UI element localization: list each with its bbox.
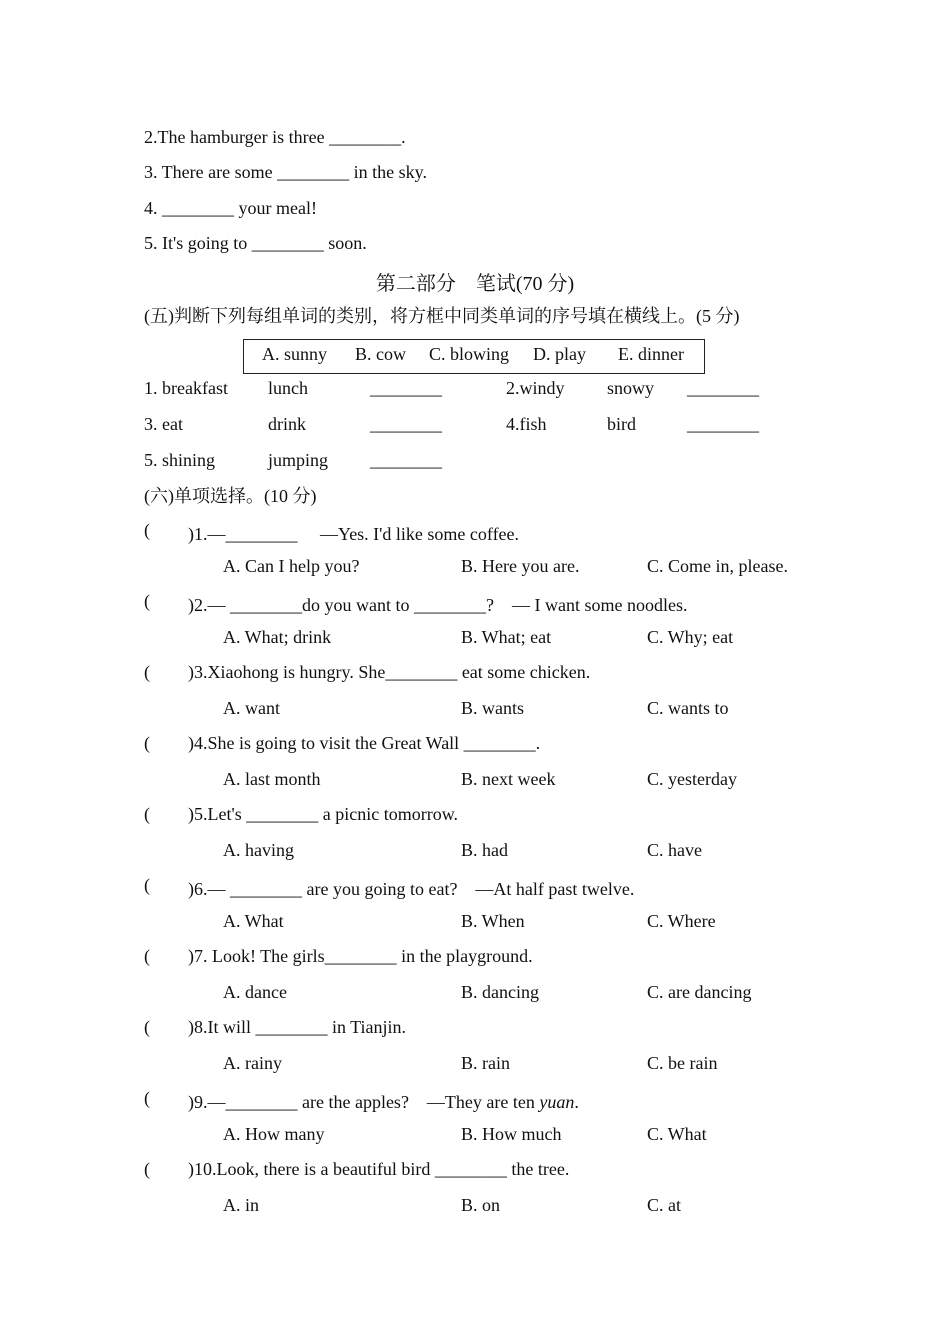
answer-blank[interactable]: ________ xyxy=(370,450,442,470)
option-b: B. Here you are. xyxy=(461,556,580,576)
option-a: A. What xyxy=(223,911,284,931)
answer-blank[interactable]: ________ xyxy=(687,414,759,434)
option-b: B. What; eat xyxy=(461,627,552,647)
word-box-option: A. sunny xyxy=(262,344,328,364)
option-c: C. yesterday xyxy=(647,769,737,789)
answer-paren[interactable]: ( xyxy=(144,946,150,966)
word-box-option: D. play xyxy=(533,344,586,364)
option-b: B. How much xyxy=(461,1124,562,1144)
word-4: 4.fish xyxy=(506,414,547,434)
option-b: B. rain xyxy=(461,1053,510,1073)
option-c: C. are dancing xyxy=(647,982,752,1002)
word-box xyxy=(243,339,705,374)
option-c: C. at xyxy=(647,1195,681,1215)
part-title: 第二部分 笔试(70 分) xyxy=(375,273,575,295)
word-box-option: B. cow xyxy=(355,344,406,364)
option-a: A. How many xyxy=(223,1124,325,1144)
answer-paren[interactable]: ( xyxy=(144,520,150,540)
answer-paren[interactable]: ( xyxy=(144,1159,150,1179)
question-2: )2.— ________do you want to ________? — I want some noodles. xyxy=(188,595,688,615)
option-a: A. having xyxy=(223,840,294,860)
word-box-option: E. dinner xyxy=(618,344,684,364)
question-3: )3.Xiaohong is hungry. She________ eat some chicken. xyxy=(188,662,591,682)
option-b: B. had xyxy=(461,840,508,860)
word-1b: lunch xyxy=(268,378,308,398)
option-a: A. last month xyxy=(223,769,321,789)
option-c: C. Come in, please. xyxy=(647,556,788,576)
option-c: C. Where xyxy=(647,911,716,931)
option-a: A. dance xyxy=(223,982,287,1002)
answer-blank[interactable]: ________ xyxy=(370,378,442,398)
word-2b: snowy xyxy=(607,378,655,398)
answer-paren[interactable]: ( xyxy=(144,804,150,824)
option-c: C. be rain xyxy=(647,1053,718,1073)
option-b: B. wants xyxy=(461,698,524,718)
question-1: )1.—________ —Yes. I'd like some coffee. xyxy=(188,524,520,544)
section6-instruction: (六)单项选择。(10 分) xyxy=(144,486,317,506)
option-a: A. Can I help you? xyxy=(223,556,360,576)
answer-paren[interactable]: ( xyxy=(144,591,150,611)
answer-paren[interactable]: ( xyxy=(144,733,150,753)
option-c: C. Why; eat xyxy=(647,627,734,647)
listening-item-5: 5. It's going to ________ soon. xyxy=(144,233,367,253)
answer-paren[interactable]: ( xyxy=(144,1017,150,1037)
option-c: C. wants to xyxy=(647,698,729,718)
word-box-option: C. blowing xyxy=(429,344,510,364)
answer-blank[interactable]: ________ xyxy=(370,414,442,434)
option-c: C. What xyxy=(647,1124,707,1144)
question-10: )10.Look, there is a beautiful bird ________ the tree. xyxy=(188,1159,570,1179)
listening-item-3: 3. There are some ________ in the sky. xyxy=(144,162,427,182)
question-8: )8.It will ________ in Tianjin. xyxy=(188,1017,407,1037)
question-4: )4.She is going to visit the Great Wall ________. xyxy=(188,733,541,753)
listening-item-4: 4. ________ your meal! xyxy=(144,198,317,218)
answer-paren[interactable]: ( xyxy=(144,1088,150,1108)
word-4b: bird xyxy=(607,414,636,434)
word-3: 3. eat xyxy=(144,414,183,434)
word-5: 5. shining xyxy=(144,450,216,470)
question-9-text: )9.—________ are the apples? —They are ten xyxy=(188,1092,540,1112)
option-a: A. in xyxy=(223,1195,259,1215)
question-6: )6.— ________ are you going to eat? —At half past twelve. xyxy=(188,879,635,899)
word-1: 1. breakfast xyxy=(144,378,228,398)
answer-paren[interactable]: ( xyxy=(144,875,150,895)
option-a: A. rainy xyxy=(223,1053,282,1073)
option-c: C. have xyxy=(647,840,702,860)
word-2: 2.windy xyxy=(506,378,565,398)
word-5b: jumping xyxy=(268,450,329,470)
option-b: B. When xyxy=(461,911,525,931)
listening-item-2: 2.The hamburger is three ________. xyxy=(144,127,406,147)
word-3b: drink xyxy=(268,414,306,434)
question-7: )7. Look! The girls________ in the playground. xyxy=(188,946,533,966)
answer-paren[interactable]: ( xyxy=(144,662,150,682)
question-9-italic: yuan xyxy=(539,1092,575,1112)
option-b: B. next week xyxy=(461,769,556,789)
option-b: B. on xyxy=(461,1195,501,1215)
question-9 xyxy=(188,1088,579,1114)
question-9-end: . xyxy=(574,1092,579,1112)
option-b: B. dancing xyxy=(461,982,539,1002)
question-5: )5.Let's ________ a picnic tomorrow. xyxy=(188,804,459,824)
section5-instruction: (五)判断下列每组单词的类别，将方框中同类单词的序号填在横线上。(5 分) xyxy=(144,306,740,326)
answer-blank[interactable]: ________ xyxy=(687,378,759,398)
option-a: A. want xyxy=(223,698,280,718)
option-a: A. What; drink xyxy=(223,627,332,647)
